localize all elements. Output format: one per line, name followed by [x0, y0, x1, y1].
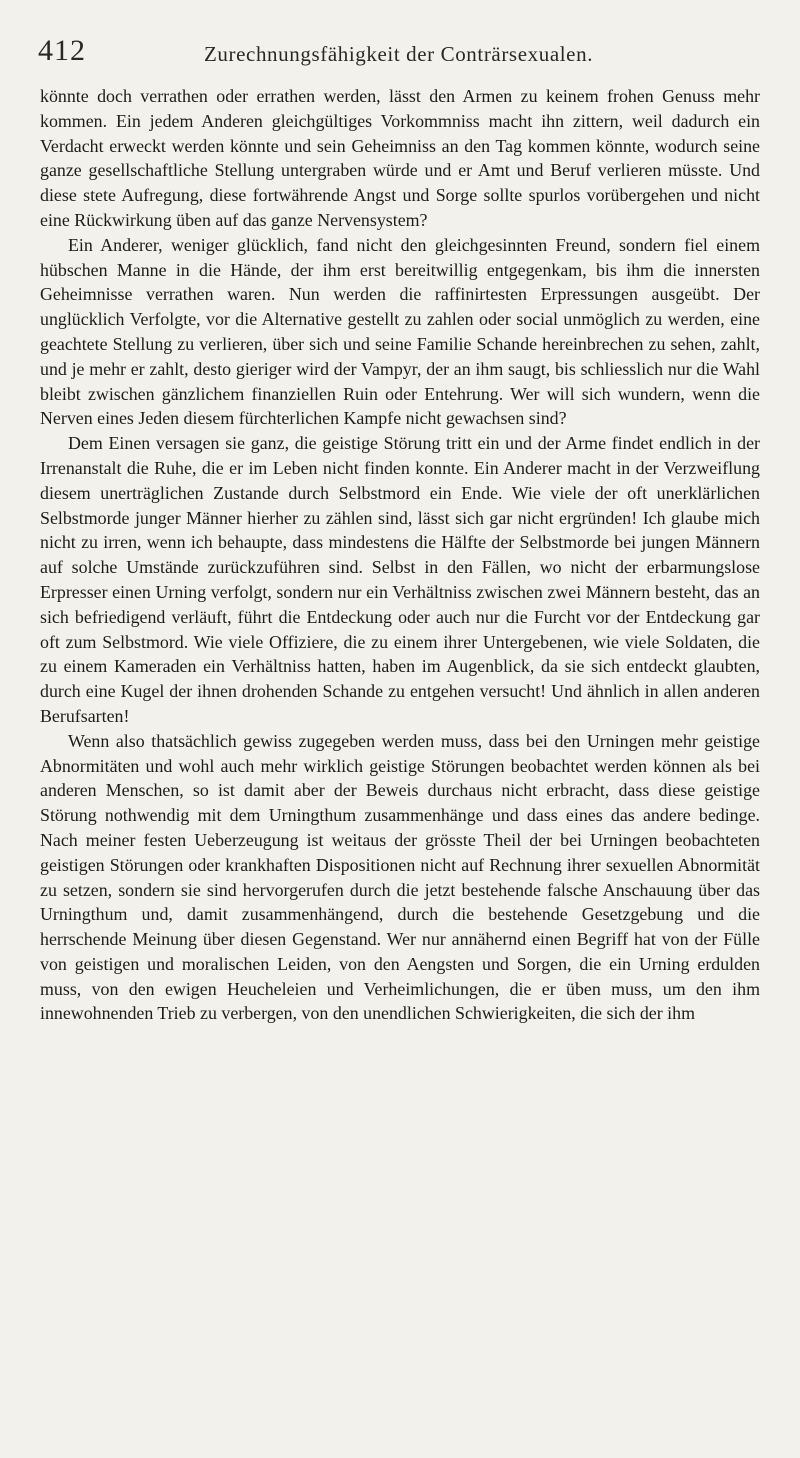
body-text [40, 84, 760, 1026]
paragraph-3: Dem Einen versagen sie ganz, die geistige Störung tritt ein und der Arme findet endlich in der Irrenanstalt die Ruhe, die er im Leben nicht finden konnte. Ein Anderer macht in der Verzweiflung diesem unerträglichen Zustande durch Selbstmord ein Ende. Wie viele der oft unerklärlichen Selbstmorde junger Männer hierher zu zählen sind, lässt sich gar nicht ergründen! Ich glaube mich nicht zu irren, wenn ich behaupte, dass mindestens die Hälfte der Selbstmorde bei jungen Männern auf solche Umstände zurückzuführen sind. Selbst in den Fällen, wo nicht der erbarmungslose Erpresser einen Urning verfolgt, sondern nur ein Verhältniss zwischen zwei Männern besteht, das an sich befriedigend verläuft, führt die Entdeckung oder auch nur die Furcht vor der Entdeckung gar oft zum Selbstmord. Wie viele Offiziere, die zu einem ihrer Untergebenen, wie viele Soldaten, die zu einem Kameraden ein Verhältniss hatten, haben im Augenblick, da sie sich entdeckt glaubten, durch eine Kugel der ihnen drohenden Schande zu entgehen versucht! Und ähnlich in allen anderen Berufsarten! [40, 433, 760, 726]
paragraph-1: könnte doch verrathen oder errathen werden, lässt den Armen zu keinem frohen Genuss mehr kommen. Ein jedem Anderen gleichgültiges Vorkommniss macht ihn zittern, weil dadurch ein Verdacht erweckt werden könnte und sein Geheimniss an den Tag kommen könnte, wodurch seine ganze gesellschaftliche Stellung untergraben würde und er Amt und Beruf verlieren müsste. Und diese stete Aufregung, diese fortwährende Angst und Sorge sollte spurlos vorübergehen und nicht eine Rückwirkung üben auf das ganze Nervensystem? [40, 86, 760, 230]
paragraph-4: Wenn also thatsächlich gewiss zugegeben werden muss, dass bei den Urningen mehr geistige Abnormitäten und wohl auch mehr wirklich geistige Störungen beobachtet werden können als bei anderen Menschen, so ist damit aber der Beweis durchaus nicht erbracht, dass diese geistige Störung nothwendig mit dem Urningthum zusammenhänge und dass eines das andere bedinge. Nach meiner festen Ueberzeugung ist weitaus der grösste Theil der bei Urningen beobachteten geistigen Störungen oder krankhaften Dispositionen nicht auf Rechnung ihrer sexuellen Abnormität zu setzen, sondern sie sind hervorgerufen durch die jetzt bestehende falsche Anschauung über das Urningthum und, damit zusammenhängend, durch die bestehende Gesetzgebung und die herrschende Meinung über diesen Gegenstand. Wer nur annähernd einen Begriff hat von der Fülle von geistigen und moralischen Leiden, von den Aengsten und Sorgen, die ein Urning erdulden muss, von den ewigen Heucheleien und Verheimlichungen, die er üben muss, um den ihm innewohnenden Trieb zu verbergen, von den unendlichen Schwierigkeiten, die sich der ihm [40, 730, 760, 1024]
running-title: Zurechnungsfähigkeit der Conträrsexualen. [204, 42, 594, 66]
paragraph-2: Ein Anderer, weniger glücklich, fand nicht den gleichgesinnten Freund, sondern fiel einem hübschen Manne in die Hände, der ihm erst bereitwillig entgegenkam, bis ihm die innersten Geheimnisse verrathen waren. Nun werden die raffinirtesten Erpressungen ausgeübt. Der unglücklich Verfolgte, vor die Alternative gestellt zu zahlen oder social unmöglich zu werden, eine geachtete Stellung zu verlieren, über sich und seine Familie Schande hereinbrechen zu sehen, zahlt, und je mehr er zahlt, desto gieriger wird der Vampyr, der an ihm saugt, bis schliesslich nur die Wahl bleibt zwischen gänzlichem finanziellen Ruin oder Entehrung. Wer will sich wundern, wenn die Nerven eines Jeden diesem fürchterlichen Kampfe nicht gewachsen sind? [40, 234, 760, 429]
page-header [38, 34, 760, 70]
page-number: 412 [38, 34, 86, 67]
